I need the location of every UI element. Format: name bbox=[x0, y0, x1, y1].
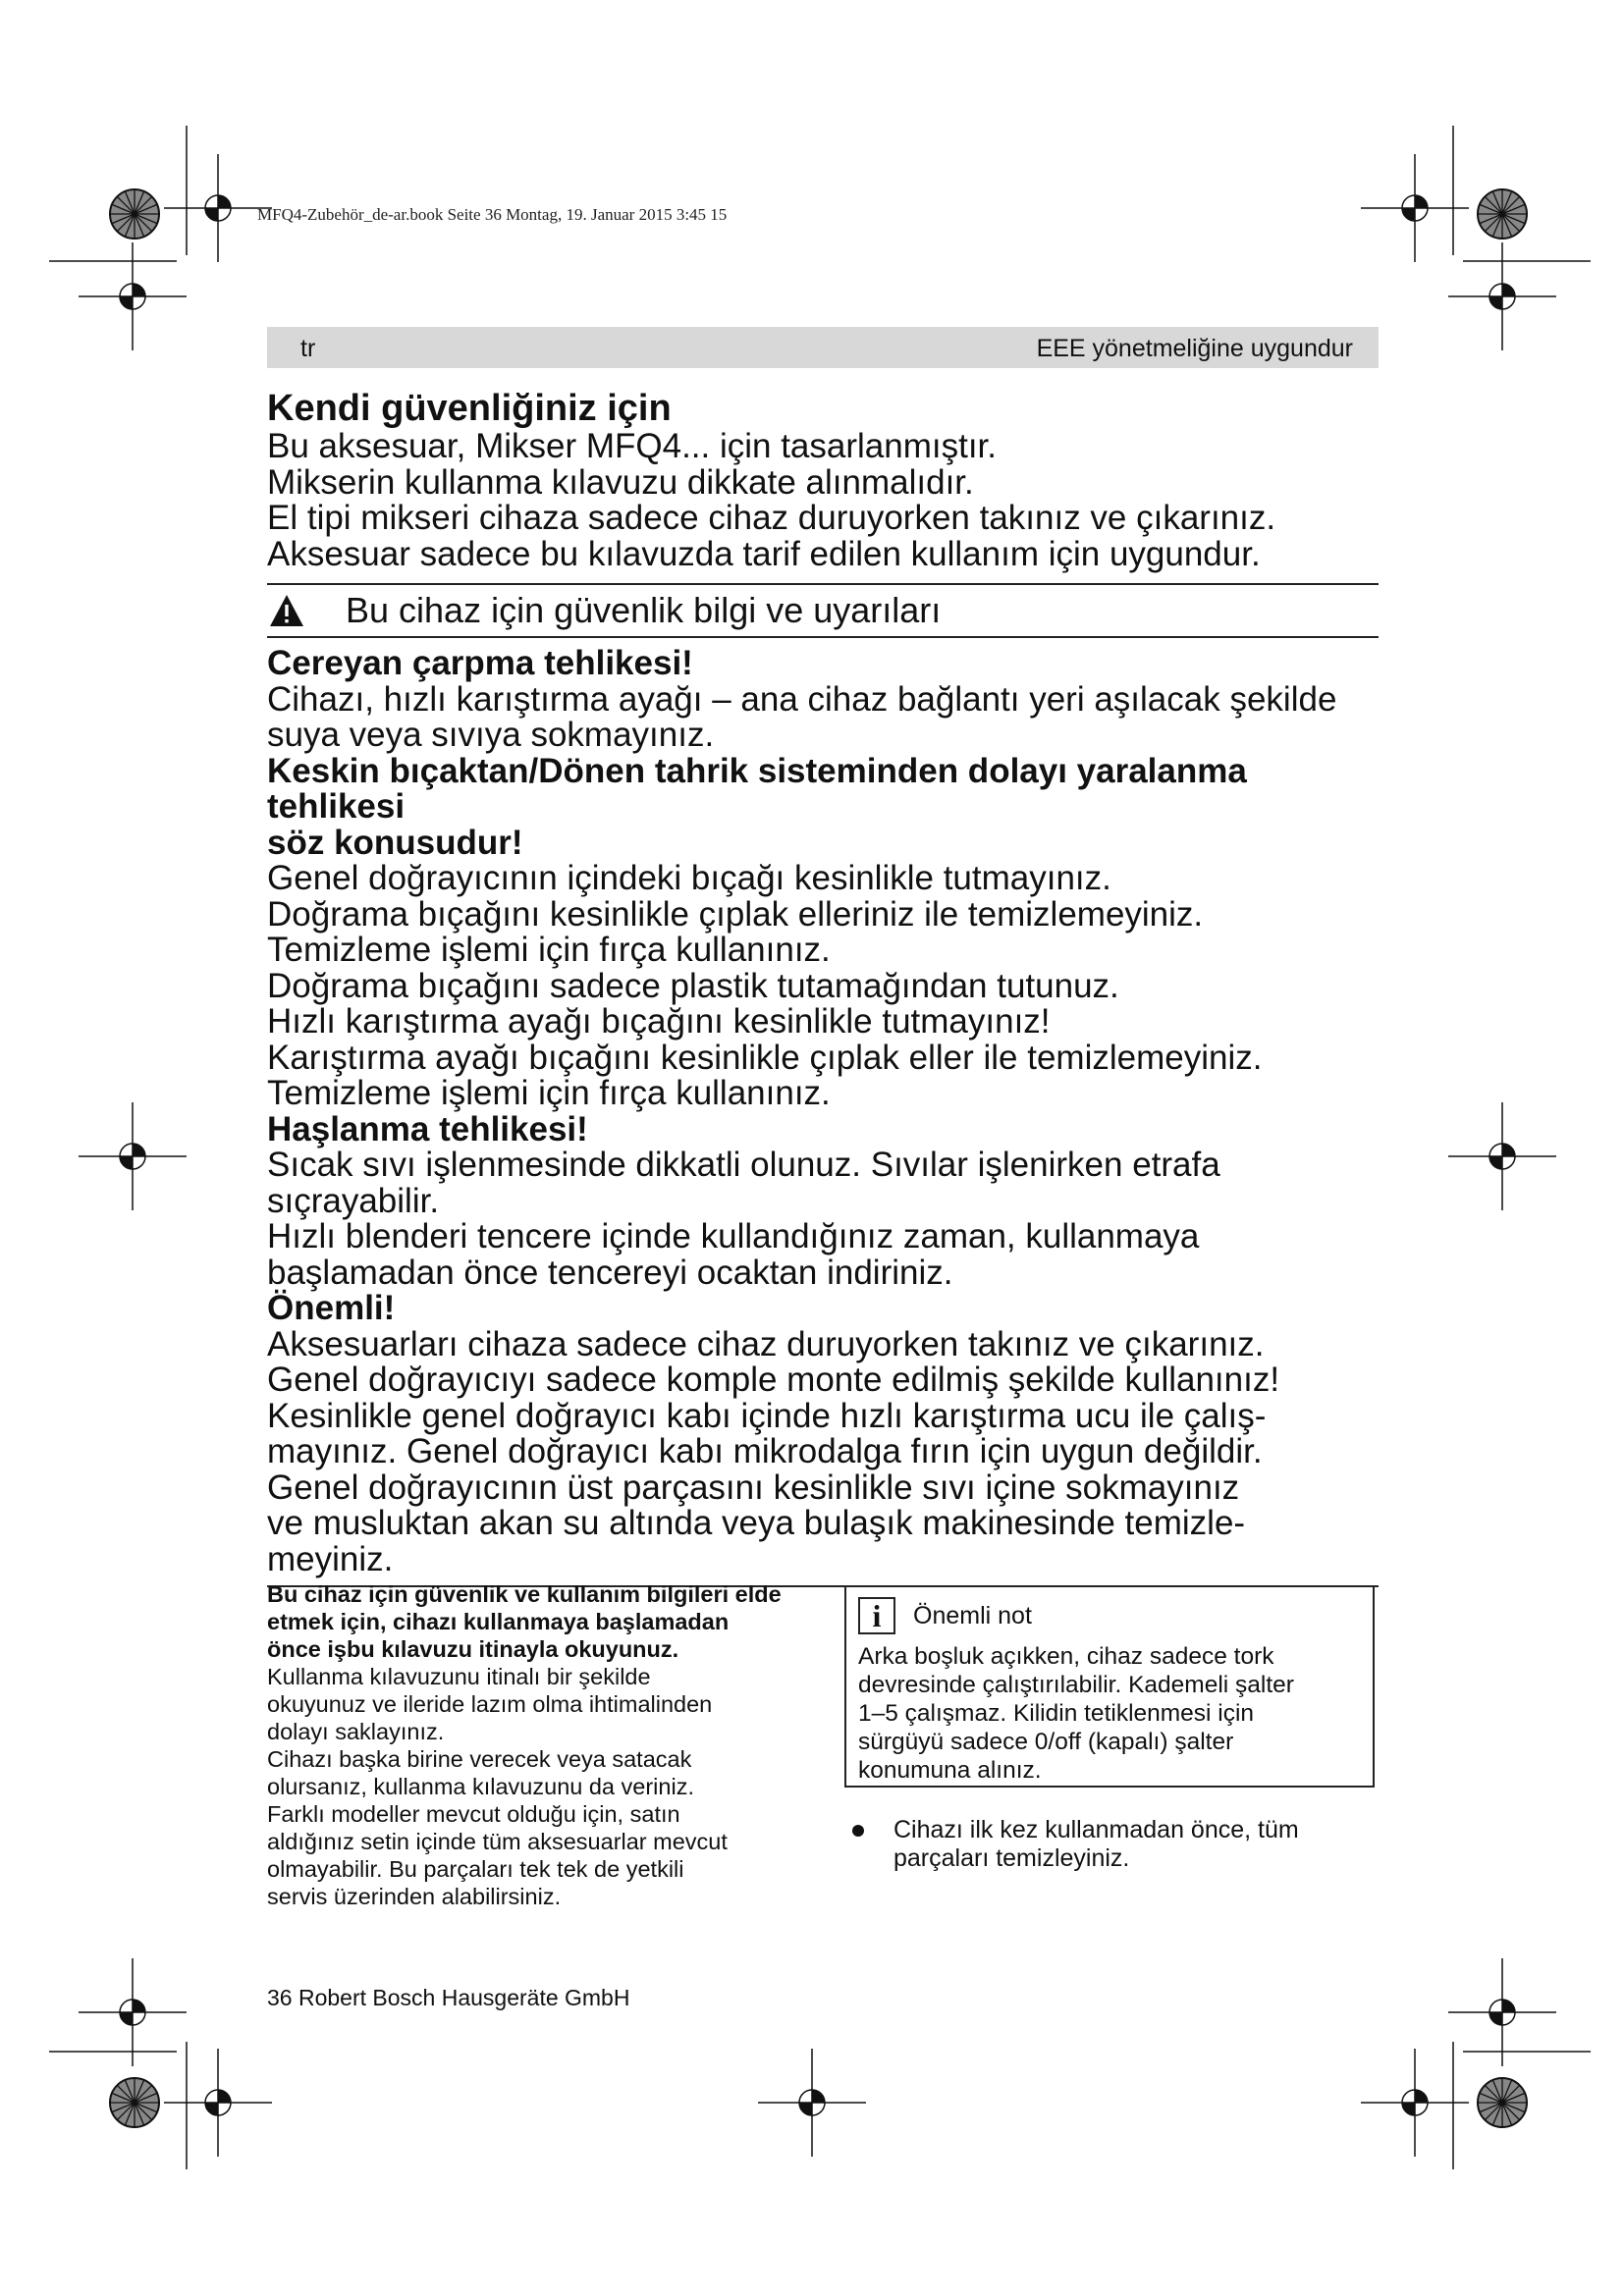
bullet-line: parçaları temizleyiniz. bbox=[893, 1844, 1130, 1872]
header-title: EEE yönetmeliğine uygundur bbox=[1036, 335, 1353, 362]
main-content bbox=[267, 388, 1379, 1587]
bullet-text bbox=[893, 1816, 1299, 1873]
bullet-item bbox=[844, 1816, 1375, 1873]
note-title: Önemli not bbox=[913, 1601, 1032, 1629]
note-line: Arka boşluk açıkken, cihaz sadece tork bbox=[858, 1643, 1274, 1670]
warning-subheading: Keskin bıçaktan/Dönen tahrik sisteminden dolayı yaralanma tehlikesi bbox=[267, 751, 1247, 826]
note-line: konumuna alınız. bbox=[858, 1757, 1042, 1784]
warning-line: Hızlı karıştırma ayağı bıçağını kesinlikle tutmayınız! bbox=[267, 1002, 1051, 1041]
info-icon: i bbox=[858, 1597, 895, 1634]
warnings-heading bbox=[267, 585, 1379, 636]
important-note-box bbox=[844, 1585, 1375, 1788]
warning-line: suya veya sıvıya sokmayınız. bbox=[267, 716, 715, 754]
warning-line: Doğrama bıçağını kesinlikle çıplak elleriniz ile temizlemeyiniz. bbox=[267, 894, 1204, 934]
safety-line: Mikserin kullanma kılavuzu dikkate alınmalıdır. bbox=[267, 462, 974, 502]
warning-line: sıçrayabilir. bbox=[267, 1181, 440, 1220]
bullet-line: Cihazı ilk kez kullanmadan önce, tüm bbox=[893, 1816, 1299, 1843]
warning-line: ve musluktan akan su altında veya bulaşık makinesinde temizle- bbox=[267, 1504, 1246, 1542]
bullet-dot-icon bbox=[852, 1825, 864, 1837]
note-line: 1–5 çalışmaz. Kilidin tetiklenmesi için bbox=[858, 1700, 1255, 1727]
warning-line: Sıcak sıvı işlenmesinde dikkatli olunuz. Sıvılar işlenirken etrafa bbox=[267, 1146, 1220, 1184]
usage-info-line: dolayı saklayınız. bbox=[267, 1719, 445, 1744]
note-text bbox=[858, 1642, 1361, 1785]
warning-line: mayınız. Genel doğrayıcı kabı mikrodalga fırın için uygun değildir. bbox=[267, 1432, 1263, 1470]
usage-info-line: servis üzerinden alabilirsiniz. bbox=[267, 1884, 562, 1909]
warning-line: Temizleme işlemi için fırça kullanınız. bbox=[267, 1074, 831, 1112]
warning-line: Genel doğrayıcının üst parçasını kesinlikle sıvı içine sokmayınız bbox=[267, 1468, 1240, 1507]
warning-line: Aksesuarları cihaza sadece cihaz duruyorken takınız ve çıkarınız. bbox=[267, 1324, 1265, 1363]
warning-line: Genel doğrayıcıyı sadece komple monte edilmiş şekilde kullanınız! bbox=[267, 1361, 1280, 1399]
usage-info-bold-line: Bu cihaz için güvenlik ve kullanım bilgileri elde bbox=[267, 1581, 782, 1607]
note-line: devresinde çalıştırılabilir. Kademeli şalter bbox=[858, 1672, 1294, 1698]
note-line: sürgüyü sadece 0/off (kapalı) şalter bbox=[858, 1729, 1234, 1755]
warning-line: başlamadan önce tencereyi ocaktan indiriniz. bbox=[267, 1253, 953, 1292]
usage-info-line: Cihazı başka birine verecek veya satacak bbox=[267, 1746, 692, 1772]
usage-info-line: olmayabilir. Bu parçaları tek tek de yetkili bbox=[267, 1856, 684, 1882]
safety-line: Bu aksesuar, Mikser MFQ4... için tasarlanmıştır. bbox=[267, 427, 997, 465]
warnings-body bbox=[267, 646, 1379, 1577]
print-info-line: MFQ4-Zubehör_de-ar.book Seite 36 Montag, 19. Januar 2015 3:45 15 bbox=[257, 205, 728, 224]
usage-info-bold-line: etmek için, cihazı kullanmaya başlamadan bbox=[267, 1609, 730, 1634]
warning-line: Karıştırma ayağı bıçağını kesinlikle çıplak eller ile temizlemeyiniz. bbox=[267, 1038, 1263, 1077]
warning-line: Genel doğrayıcının içindeki bıçağı kesinlikle tutmayınız. bbox=[267, 859, 1111, 897]
warning-subheading: Önemli! bbox=[267, 1289, 396, 1327]
warning-line: Kesinlikle genel doğrayıcı kabı içinde hızlı karıştırma ucu ile çalış- bbox=[267, 1396, 1267, 1435]
safety-line: Aksesuar sadece bu kılavuzda tarif edilen kullanım için uygundur. bbox=[267, 534, 1261, 573]
safety-intro bbox=[267, 429, 1379, 572]
usage-info-line: olursanız, kullanma kılavuzunu da veriniz. bbox=[267, 1774, 694, 1799]
warning-triangle-icon bbox=[269, 594, 304, 627]
usage-info-line: Kullanma kılavuzunu itinalı bir şekilde bbox=[267, 1664, 651, 1689]
language-code: tr bbox=[300, 335, 316, 362]
warning-subheading: Haşlanma tehlikesi! bbox=[267, 1109, 588, 1148]
warning-subheading: Cereyan çarpma tehlikesi! bbox=[267, 644, 693, 682]
safety-title: Kendi güvenliğiniz için bbox=[267, 388, 672, 429]
usage-info-column bbox=[267, 1580, 825, 1910]
warning-line: Temizleme işlemi için fırça kullanınız. bbox=[267, 931, 831, 969]
usage-info-line: aldığınız setin içinde tüm aksesuarlar mevcut bbox=[267, 1829, 728, 1854]
warning-subheading: söz konusudur! bbox=[267, 823, 523, 862]
warning-line: meyiniz. bbox=[267, 1539, 394, 1578]
warnings-heading-text: Bu cihaz için güvenlik bilgi ve uyarıları bbox=[346, 590, 942, 630]
usage-info-line: okuyunuz ve ileride lazım olma ihtimalinden bbox=[267, 1691, 713, 1717]
usage-info-line: Farklı modeller mevcut olduğu için, satın bbox=[267, 1801, 680, 1827]
warning-line: Cihazı, hızlı karıştırma ayağı – ana cihaz bağlantı yeri aşılacak şekilde bbox=[267, 679, 1337, 719]
page-header-bar bbox=[267, 327, 1379, 368]
note-title-row bbox=[858, 1597, 1361, 1634]
divider bbox=[267, 636, 1379, 638]
warning-line: Doğrama bıçağını sadece plastik tutamağından tutunuz. bbox=[267, 966, 1119, 1005]
warning-line: Hızlı blenderi tencere içinde kullandığınız zaman, kullanmaya bbox=[267, 1217, 1200, 1255]
usage-info-bold-line: önce işbu kılavuzu itinayla okuyunuz. bbox=[267, 1636, 679, 1662]
page-footer: 36 Robert Bosch Hausgeräte GmbH bbox=[267, 1985, 630, 2010]
safety-line: El tipi mikseri cihaza sadece cihaz duruyorken takınız ve çıkarınız. bbox=[267, 499, 1276, 537]
